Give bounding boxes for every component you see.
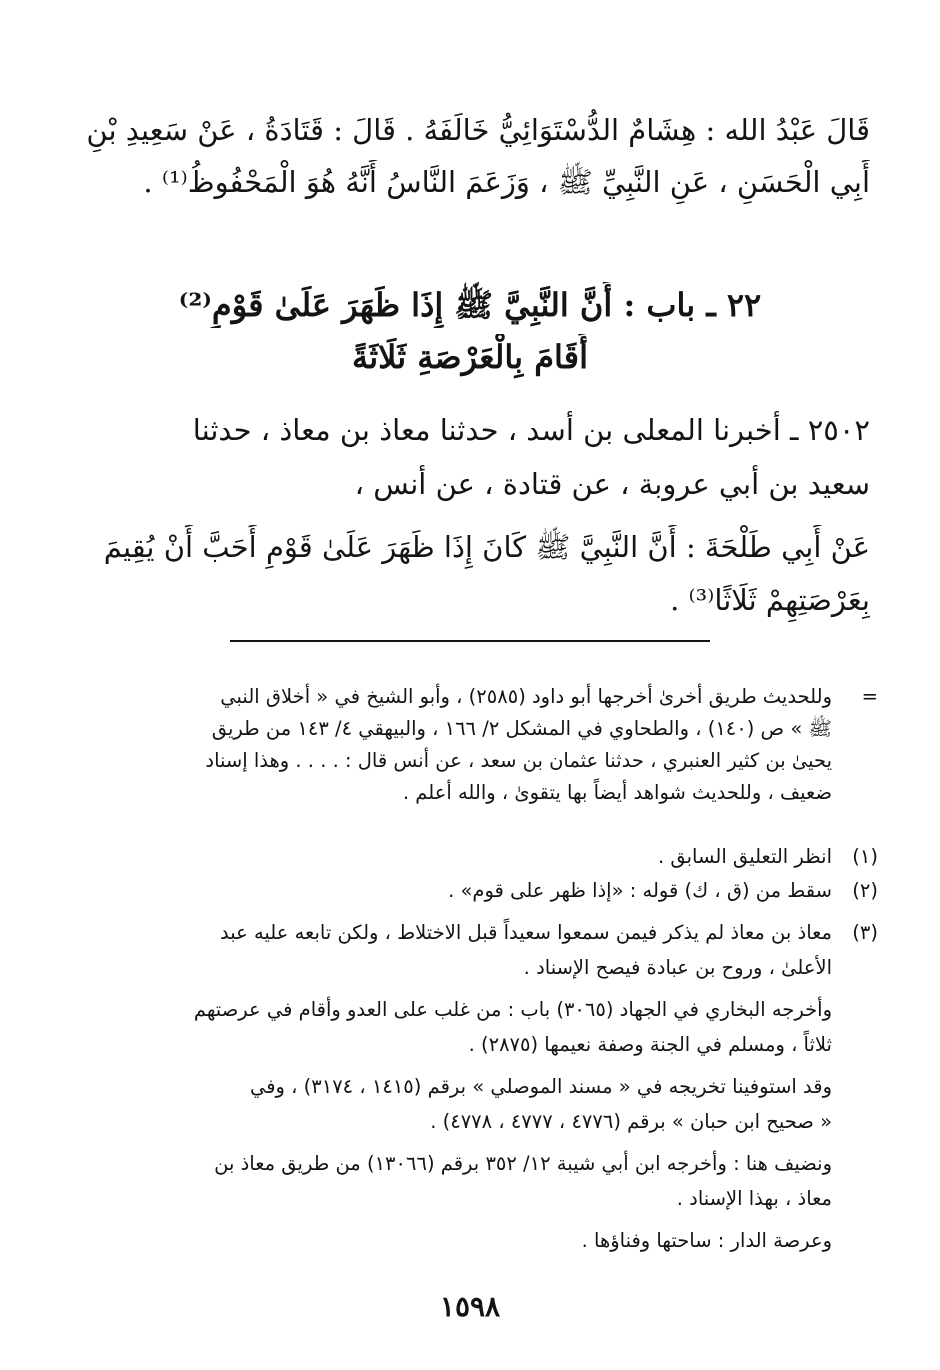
footnote-3-line-5: وقد استوفينا تخريجه في « مسند الموصلي » برقم (١٤١٥ ، ٣١٧٤) ، وفي: [249, 1075, 832, 1098]
hadith-line-2: سعيد بن أبي عروبة ، عن قتادة ، عن أنس ،: [354, 467, 870, 501]
page-number: ١٥٩٨: [439, 1290, 501, 1323]
chapter-heading-line-2: أَقَامَ بِالْعَرْصَةِ ثَلَاثَةً: [352, 338, 588, 376]
footnote-continuation-marker: =: [861, 685, 878, 708]
footnote-separator: [230, 640, 710, 642]
top-passage-line-2: أَبِي الْحَسَنِ ، عَنِ النَّبِيِّ ﷺ ، وَزَعَمَ النَّاسُ أَنَّهُ هُوَ الْمَحْفُوظُ⁽¹⁾ .: [143, 165, 870, 199]
footnote-3-line-7: ونضيف هنا : وأخرجه ابن أبي شيبة ١٢/ ٣٥٢ برقم (١٣٠٦٦) من طريق معاذ بن: [214, 1152, 832, 1175]
footnote-3-line-2: الأعلىٰ ، وروح بن عبادة فيصح الإسناد .: [523, 956, 832, 979]
hadith-line-1: ٢٥٠٢ ـ أخبرنا المعلى بن أسد ، حدثنا معاذ بن معاذ ، حدثنا: [192, 413, 870, 447]
footnote-1-text: انظر التعليق السابق .: [657, 845, 832, 868]
footnote-continuation-line-3: يحيىٰ بن كثير العنبري ، حدثنا عثمان بن سعد ، عن أنس قال : . . . . وهذا إسناد: [205, 749, 832, 772]
top-passage-line-1: قَالَ عَبْدُ الله : هِشَامٌ الدُّسْتَوَائِيُّ خَالَفَهُ . قَالَ : قَتَادَةُ ، عَنْ سَعِيدِ بْنِ: [86, 113, 870, 147]
footnote-3-line-4: ثلاثاً ، ومسلم في الجنة وصفة نعيمها (٢٨٧٥) .: [468, 1033, 832, 1056]
footnote-continuation-line-2: ﷺ » ص (١٤٠) ، والطحاوي في المشكل ٢/ ١٦٦ ، والبيهقي ٤/ ١٤٣ من طريق: [211, 717, 832, 740]
footnote-3-line-3: وأخرجه البخاري في الجهاد (٣٠٦٥) باب : من غلب على العدو وأقام في عرصتهم: [193, 998, 832, 1021]
chapter-heading-line-1: ٢٢ ـ باب : أَنَّ النَّبِيَّ ﷺ إِذَا ظَهَرَ عَلَىٰ قَوْمٍ⁽²⁾: [178, 286, 762, 324]
footnote-continuation-line-4: ضعيف ، وللحديث شواهد أيضاً بها يتقوىٰ ، والله أعلم .: [402, 781, 832, 804]
footnote-continuation-line-1: وللحديث طريق أخرىٰ أخرجها أبو داود (٢٥٨٥) ، وأبو الشيخ في « أخلاق النبي: [220, 685, 832, 708]
footnote-2-text: سقط من (ق ، ك) قوله : «إذا ظهر على قوم» .: [448, 879, 832, 902]
footnote-3-line-6: « صحيح ابن حبان » برقم (٤٧٧٦ ، ٤٧٧٧ ، ٤٧٧٨) .: [430, 1110, 832, 1133]
footnote-2-number: (٢): [852, 879, 878, 902]
footnote-1-number: (١): [852, 845, 878, 868]
footnote-3-line-9: وعرصة الدار : ساحتها وفناؤها .: [581, 1229, 832, 1252]
footnote-3-line-8: معاذ ، بهذا الإسناد .: [676, 1187, 832, 1210]
footnote-3-number: (٣): [852, 921, 878, 944]
hadith-line-3: عَنْ أَبِي طَلْحَةَ : أَنَّ النَّبِيَّ ﷺ كَانَ إِذَا ظَهَرَ عَلَىٰ قَوْمٍ أَحَبَّ أَنْ يُقِيمَ: [103, 530, 870, 564]
hadith-line-4: بِعَرْصَتِهِمْ ثَلَاثًا⁽³⁾ .: [670, 583, 870, 617]
footnote-3-line-1: معاذ بن معاذ لم يذكر فيمن سمعوا سعيداً قبل الاختلاط ، ولكن تابعه عليه عبد: [220, 921, 832, 944]
